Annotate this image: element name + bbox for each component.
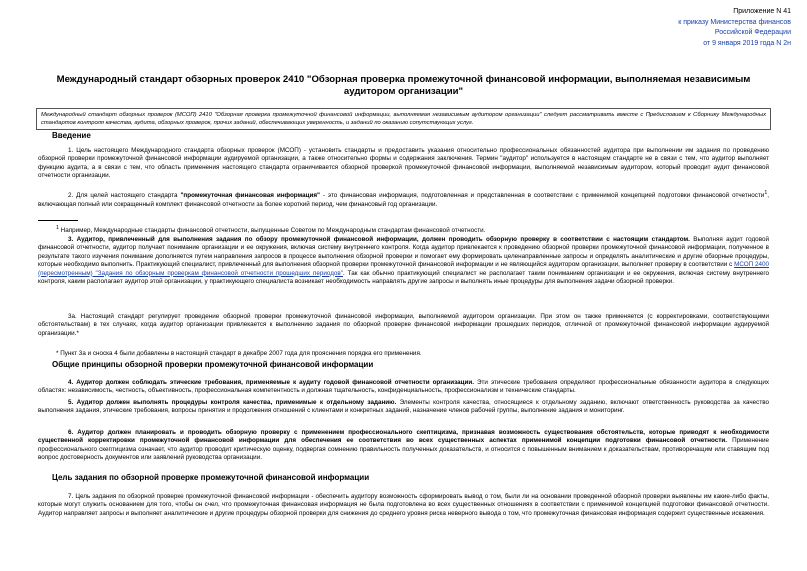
paragraph-2: 2. Для целей настоящего стандарта "промежуточная финансовая информация" - это финансовая информация, подготовленная и представленная в соответствии с применимой концепцией подготовки финансовой отчетности$^1$, включающая полный или сокращенный комплект финансовой отчетности за более короткий период, чем финансовый год организации. — [38, 190, 769, 208]
annex-date[interactable]: от 9 января 2019 года N 2н — [703, 39, 791, 47]
p4-body: Эти этические требования определяют профессиональные обязанности аудитора в следующих областях: независимость, честность, объективность, профессиональная компетентность и должная тщательность, конфиденциальность, профессионализм и технические стандарты. — [38, 379, 770, 395]
p5-body: Элементы контроля качества, относящиеся к отдельному заданию, включают ответственность руководства за качество выполнения задания, этические требования, вопросы принятия и продолжения отношений с клиентами и конкретных заданий, назначение членов рабочей группы, выполнение задания и мониторинг. — [38, 399, 769, 415]
paragraph-7 — [38, 493, 769, 518]
section-heading-intro: Введение — [52, 131, 91, 140]
p2-d: , включающая полный или сокращенный комплект финансовой отчетности за более короткий период, чем финансовый год организации. — [38, 192, 769, 208]
footnote-1-text: Например, Международные стандарты финансовой отчетности, выпущенные Советом по Международным стандартам финансовой отчетности. — [60, 227, 486, 235]
paragraph-3a-text: 3а. Настоящий стандарт регулирует проведение обзорной проверки промежуточной финансовой информации, выполняемой аудитором организации. При этом он также применяется (с корректировками, соответствующими обстоятельствам) в тех случаях, когда аудитор организации привлекается к выполнению задания по обзорной проверке финансовой информации прошедших периодов, отличной от промежуточной финансовой информации аудируемой организации.* — [38, 313, 769, 337]
p3-end: . Так как обычно практикующий специалист не располагает таким пониманием организации и ее окружения, включая систему внутреннего контроля, каким располагает аудитор этой организации, у практикующего специалиста возникает необходимость направлять другие запросы и выполнять иные процедуры для выполнения задачи обзорной проверки. — [38, 269, 769, 286]
note-text-2: "Обзорная проверка промежуточной финансовой информации, выполняемая независимым аудитором организации" — [214, 112, 542, 118]
annex-ministry[interactable]: Российской Федерации — [714, 29, 791, 36]
paragraph-4 — [38, 379, 769, 396]
p2-term: "промежуточная финансовая информация" — [180, 192, 321, 200]
paragraph-3a — [38, 313, 769, 338]
p2-a: 2. Для целей настоящего стандарта — [68, 192, 181, 200]
document-title: Международный стандарт обзорных проверок 2410 "Обзорная проверка промежуточной финансовой информации, выполняемая независимым аудитором организации" — [56, 74, 751, 97]
preface-note-box — [36, 108, 771, 130]
paragraph-6 — [38, 429, 769, 463]
p5-bold: 5. Аудитор должен выполнять процедуры контроля качества, применимые к отдельному заданию. — [68, 399, 397, 406]
paragraph-3 — [38, 236, 769, 286]
footnote-1: $^1$ Например, Международные стандарты финансовой отчетности, выпущенные Советом по Международным стандартам финансовой отчетности. — [56, 225, 486, 235]
note-text-3: следует рассматривать вместе с Предисловием к Сборнику Международных стандартов контроля качества, аудита, обзорных проверок, прочих заданий, обеспечивающих уверенность, и заданий по оказанию сопутствующих услуг. — [41, 112, 767, 127]
section-heading-objective: Цель задания по обзорной проверке промежуточной финансовой информации — [52, 473, 370, 482]
p3-body: Выполняя аудит годовой финансовой отчетности, аудитор получает понимание организации и ее окружения, включая систему внутреннего контроля. Когда аудитор привлекается к проведению обзорной проверки промежуточной финансовой информации, полученное в результате такого изучения понимание дополняется путем направления запросов в процессе выполнения обзорной проверки и помогает ему формировать целенаправленные запросы и определять аналитические и другие обзорные процедуры, которые необходимо выполнить. Практикующий специалист, привлеченный для выполнения обзорной проверки промежуточной финансовой информации и не являющийся аудитором организации, выполняет проверку в соответствии с — [38, 236, 769, 269]
annex-order-link[interactable]: к приказу Министерства финансов — [678, 18, 791, 26]
p2-c: - это финансовая информация, подготовленная и представленная в соответствии с применимой концепцией подготовки финансовой отчетности — [320, 192, 765, 200]
annex-header — [678, 7, 791, 49]
note-text-1: Международный стандарт обзорных проверок (МСОП) 2410 — [41, 112, 215, 118]
paragraph-1 — [38, 147, 769, 181]
paragraph-7-text: 7. Цель задания по обзорной проверке промежуточной финансовой информации - обеспечить аудитору возможность сформировать вывод о том, были ли на основании проведенной обзорной проверки выявлены им какие-либо факты, которые могут служить основанием для того, чтобы он счел, что промежуточная финансовая информация не была подготовлена во всех существенных отношениях в соответствии с применимой концепцией подготовки финансовой отчетности. Аудитор направляет запросы и выполняет аналитические и другие процедуры обзорной проверки для снижения до среднего уровня риска неверного вывода о том, что промежуточная финансовая информация содержит существенные искажения. — [38, 493, 769, 517]
annex-number: Приложение N 41 — [733, 8, 791, 15]
p6-body: Применение профессионального скептицизма означает, что аудитор проводит критическую оценку, подвергая сомнению правильность полученных доказательств, и относится с повышенным вниманием к доказательствам, противоречащим или ставящим под вопрос достоверность документов или заявлений руководства организации. — [38, 437, 769, 462]
p4-bold: 4. Аудитор должен соблюдать этические требования, применяемые к аудиту годовой финансовой отчетности организации. — [68, 379, 474, 386]
p6-bold: 6. Аудитор должен планировать и проводить обзорную проверку с применением профессионального скептицизма, признавая возможность существования обстоятельств, которые приводят к необходимости существенной корректировки промежуточной финансовой информации для обеспечения ее соответствия во всех существенных аспектах применимой концепции подготовки финансовой отчетности. — [38, 429, 769, 445]
p3-bold: 3. Аудитор, привлеченный для выполнения задания по обзору промежуточной финансовой информации, должен проводить обзорную проверку в соответствии с настоящим стандартом. — [68, 236, 690, 243]
paragraph-1-text: 1. Цель настоящего Международного стандарта обзорных проверок (МСОП) - установить стандарты и предоставить указания относительно профессиональных обязанностей аудитора при выполнении им задания по проведению обзорной проверки промежуточной финансовой информации аудируемой организации, а также относительно формы и содержания заключения. Термин "аудитор" используется в настоящем стандарте не в связи с тем, что аудитор выполняет функцию аудита, а в связи с тем, что область применения настоящего стандарта ограничивается обзорной проверкой промежуточной финансовой информации, выполняемой независимым аудитором, который проводит аудит финансовой отчетности организации. — [38, 147, 769, 180]
footnote-2: * Пункт 3а и сноска 4 были добавлены в настоящий стандарт в декабре 2007 года для прояснения порядка его применения. — [56, 350, 422, 357]
paragraph-5 — [38, 399, 769, 416]
section-heading-principles: Общие принципы обзорной проверки промежуточной финансовой информации — [52, 360, 374, 369]
isre-2400-link[interactable]: МСОП 2400 (пересмотренным) "Задания по обзорным проверкам финансовой отчетности прошедших периодов" — [38, 261, 769, 277]
footnote-divider — [38, 220, 78, 221]
